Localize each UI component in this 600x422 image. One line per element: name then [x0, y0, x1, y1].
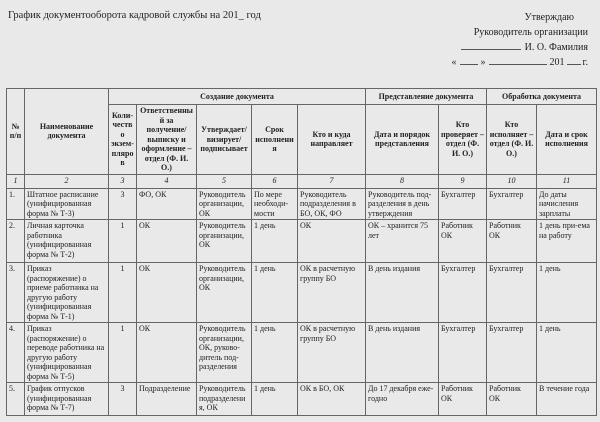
- header-copies: Коли-чество экзем-пляров: [109, 105, 137, 175]
- header-where: Кто и куда направляет: [298, 105, 366, 175]
- cell-responsible: ОК: [137, 220, 197, 263]
- cell-responsible: ОК: [137, 323, 197, 383]
- header-checks: Кто проверяет – отдел (Ф. И. О.): [439, 105, 487, 175]
- cell-copies: 1: [109, 220, 137, 263]
- cell-num: 4.: [7, 323, 25, 383]
- cell-date-order: ОК – хранится 75 лет: [366, 220, 439, 263]
- cell-date-term: До даты начисления зарплаты: [537, 188, 597, 220]
- col-number: 3: [109, 174, 137, 188]
- quote-open: «: [451, 57, 457, 68]
- cell-approves: Руководитель организации, ОК: [197, 188, 252, 220]
- header-date-term: Дата и срок исполнения: [537, 105, 597, 175]
- header-responsible: Ответственный за получение/выписку и оформление – отдел (Ф. И. О.): [137, 105, 197, 175]
- approval-block: [438, 10, 588, 70]
- col-number: 9: [439, 174, 487, 188]
- approval-signature-line: [438, 40, 588, 55]
- cell-checks: Бухгалтер: [439, 188, 487, 220]
- month-blank: [489, 55, 547, 65]
- approval-position: Руководитель организации: [473, 27, 588, 38]
- cell-deadline: 1 день: [252, 323, 298, 383]
- header-executes: Кто исполняет – отдел (Ф. И. О.): [487, 105, 537, 175]
- header-num: № п/п: [7, 89, 25, 175]
- cell-where: ОК: [298, 220, 366, 263]
- document-flow-table: [6, 88, 597, 416]
- cell-name: Приказ (распоряжение) о приеме работника на другую работу (унифицированная форма № Т-1): [25, 263, 109, 323]
- cell-name: График отпусков (унифицированная форма № Т-7): [25, 383, 109, 416]
- cell-executes: Бухгалтер: [487, 323, 537, 383]
- cell-approves: Руководитель организации, ОК: [197, 220, 252, 263]
- cell-copies: 1: [109, 323, 137, 383]
- cell-copies: 1: [109, 263, 137, 323]
- cell-name: Штатное расписание (унифицированная форма № Т-3): [25, 188, 109, 220]
- day-blank: [460, 55, 478, 65]
- cell-deadline: 1 день: [252, 220, 298, 263]
- col-number: 8: [366, 174, 439, 188]
- table-row: [7, 188, 597, 220]
- cell-date-term: 1 день при-ема на работу: [537, 220, 597, 263]
- cell-checks: Работник ОК: [439, 383, 487, 416]
- cell-approves: Руководитель подразделения, ОК: [197, 383, 252, 416]
- col-number: 6: [252, 174, 298, 188]
- header-deadline: Срок исполнения: [252, 105, 298, 175]
- cell-copies: 3: [109, 383, 137, 416]
- col-number: 1: [7, 174, 25, 188]
- col-number: 7: [298, 174, 366, 188]
- approval-year-suffix: г.: [582, 57, 588, 68]
- cell-date-order: В день издания: [366, 263, 439, 323]
- col-number: 11: [537, 174, 597, 188]
- cell-num: 1.: [7, 188, 25, 220]
- document-title: График документооборота кадровой службы на 201_ год: [8, 10, 261, 21]
- cell-executes: Бухгалтер: [487, 263, 537, 323]
- cell-date-term: 1 день: [537, 263, 597, 323]
- cell-deadline: 1 день: [252, 383, 298, 416]
- group-processing: Обработка документа: [487, 89, 597, 105]
- cell-executes: Бухгалтер: [487, 188, 537, 220]
- table-row: [7, 383, 597, 416]
- col-number: 2: [25, 174, 109, 188]
- group-creation: Создание документа: [109, 89, 366, 105]
- approval-name: И. О. Фамилия: [524, 42, 588, 53]
- table-row: [7, 323, 597, 383]
- cell-name: Личная карточка работника (унифицированная форма № Т-2): [25, 220, 109, 263]
- approval-year: 201: [549, 57, 565, 68]
- col-number: 5: [197, 174, 252, 188]
- cell-where: ОК в расчетную группу БО: [298, 263, 366, 323]
- signature-blank: [461, 40, 521, 50]
- cell-date-order: Руководитель под-разделения в день утверждения: [366, 188, 439, 220]
- col-number: 10: [487, 174, 537, 188]
- cell-where: ОК в расчетную группу БО: [298, 323, 366, 383]
- header-approves: Утверждает/визирует/подписывает: [197, 105, 252, 175]
- table-row: [7, 263, 597, 323]
- quote-close: »: [480, 57, 486, 68]
- header-name: Наименование документа: [25, 89, 109, 175]
- approval-date-line: [438, 55, 588, 70]
- cell-checks: Работник ОК: [439, 220, 487, 263]
- column-number-row: [7, 174, 597, 188]
- cell-checks: Бухгалтер: [439, 263, 487, 323]
- cell-name: Приказ (распоряжение) о переводе работника на другую работу (унифицированная форма № Т-5): [25, 323, 109, 383]
- cell-num: 5.: [7, 383, 25, 416]
- cell-copies: 3: [109, 188, 137, 220]
- cell-approves: Руководитель организации, ОК, руково-дитель под-разделения: [197, 323, 252, 383]
- cell-responsible: Подразделение: [137, 383, 197, 416]
- cell-date-term: 1 день: [537, 323, 597, 383]
- cell-date-term: В течение года: [537, 383, 597, 416]
- col-number: 4: [137, 174, 197, 188]
- cell-date-order: В день издания: [366, 323, 439, 383]
- cell-num: 2.: [7, 220, 25, 263]
- cell-executes: Работник ОК: [487, 220, 537, 263]
- cell-deadline: По мере необходи-мости: [252, 188, 298, 220]
- cell-responsible: ОК: [137, 263, 197, 323]
- cell-responsible: ФО, ОК: [137, 188, 197, 220]
- table-row: [7, 220, 597, 263]
- cell-num: 3.: [7, 263, 25, 323]
- cell-executes: Работник ОК: [487, 383, 537, 416]
- approval-approve: Утверждаю: [524, 12, 574, 23]
- header-date-order: Дата и порядок представления: [366, 105, 439, 175]
- group-presentation: Представление документа: [366, 89, 487, 105]
- cell-deadline: 1 день: [252, 263, 298, 323]
- cell-where: Руководитель подразделения в БО, ОК, ФО: [298, 188, 366, 220]
- cell-where: ОК в БО, ОК: [298, 383, 366, 416]
- cell-checks: Бухгалтер: [439, 323, 487, 383]
- cell-approves: Руководитель организации, ОК: [197, 263, 252, 323]
- year-blank: [567, 55, 581, 65]
- cell-date-order: До 17 декабря еже-годно: [366, 383, 439, 416]
